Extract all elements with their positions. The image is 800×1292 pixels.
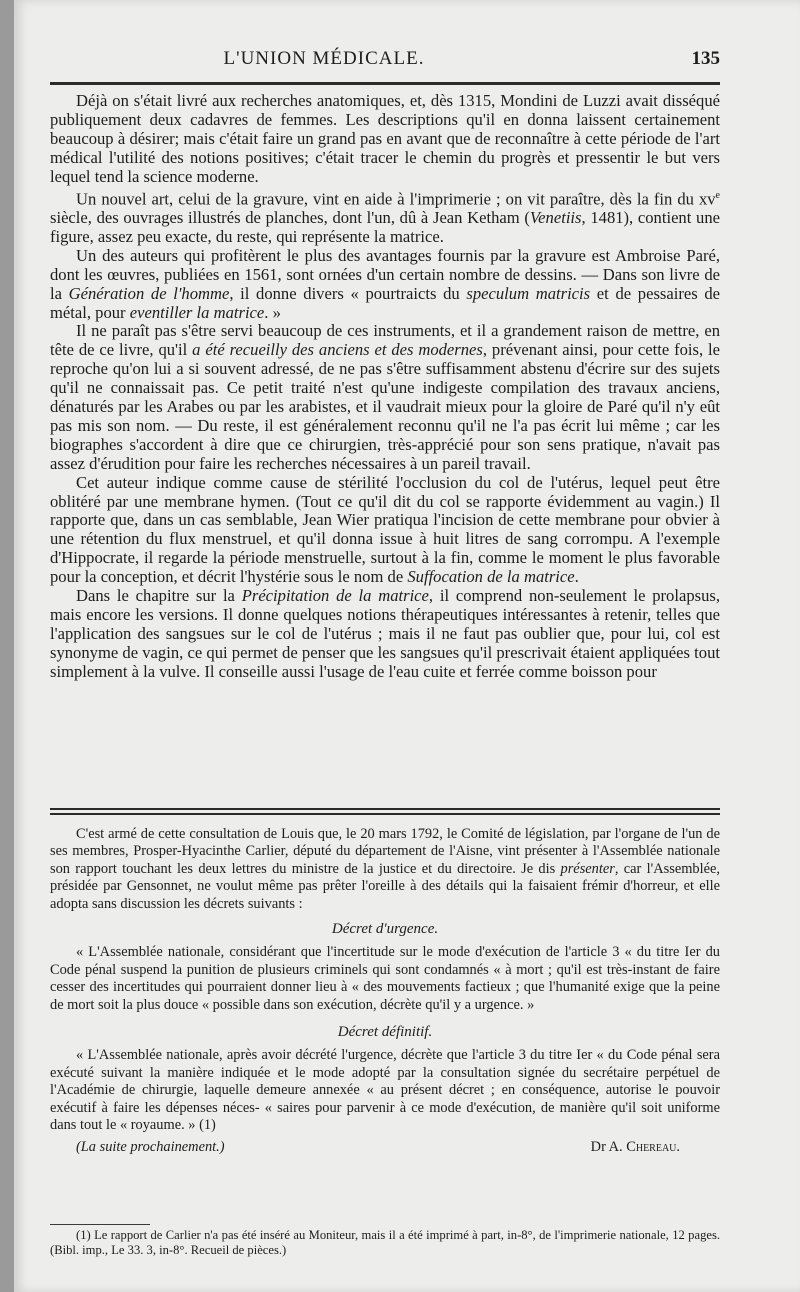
paragraph: Il ne paraît pas s'être servi beaucoup de ces instruments, et il a grandement raison de mettre, en tête de ce livre, qu'il a été recueilly des anciens et des modernes, prévenant ainsi, pour cette fois, le reproche qu'on lui a si souvent adressé, de ne pas s'être suffisamment abstenu d'écrire sur des sujets qu'il ne connaissait pas. Ce petit traité n'est qu'une indigeste compilation des travaux anciens, dénaturés par les Arabes ou par les arabistes, et il vaudrait mieux pour la gloire de Paré qu'il n'y eût pas mis son nom. — Du reste, il est généralement reconnu qu'il ne l'a pas écrit lui même ; car les biographes s'accordent à dire que ce chirurgien, très-apprécié pour son sens pratique, n'avait pas assez d'érudition pour faire les recherches nécessaires à un pareil travail. — [50, 321, 721, 473]
decret-definitif-title: Décret définitif. — [337, 1024, 433, 1041]
decret-urgence-title: Décret d'urgence. — [331, 921, 439, 938]
page — [14, 0, 800, 1292]
paragraph: Dans le chapitre sur la Précipitation de la matrice, il comprend non-seulement le prolapsus, mais encore les versions. Il donne quelques notions thérapeutiques intéressantes à retenir, telles que l'application des sangsues sur le col de l'utérus ; mais il ne faut pas oublier que, pour lui, col est synonyme de vagin, ce qui permet de penser que les sangsues qu'il prescrivait étaient appliquées tout simplement à la vulve. Il conseille aussi l'usage de l'eau cuite et ferrée comme boisson pour — [50, 586, 720, 681]
decret-urgence-text: « L'Assemblée nationale, considérant que l'incertitude sur le mode d'exécution de l'article 3 « du titre Ier du Code pénal suspend la punition de plusieurs criminels qui sont condamnés « à mort ; qu'il est très-instant de faire cesser des incertitudes qui pourraient donner lieu à « des mouvements factieux ; que l'humanité exige que la peine de mort soit la plus douce « possible dans son exécution, décrète qu'il y a urgence. » — [50, 944, 720, 1013]
footnote: (1) Le rapport de Carlier n'a pas été inséré au Moniteur, mais il a été imprimé à part, in-8°, de l'imprimerie nationale, 12 pages. (Bibl. imp., Le 33. 3, in-8°. Recueil de pièces.) — [50, 1228, 720, 1257]
author-signature: Dr A. Chereau. — [590, 1138, 680, 1155]
paragraph: Un nouvel art, celui de la gravure, vint en aide à l'imprimerie ; on vit paraître, dès la fin du $xv^e$ siècle, des ouvrages illustrés de planches, dont l'un, dû à Jean Ketham (Venetiis, 1481), contient une figure, assez peu exacte, du reste, qui représente la matrice. — [50, 189, 720, 246]
continuation-note: (La suite prochainement.) — [76, 1138, 225, 1155]
journal-title: L'UNION MÉDICALE. — [223, 48, 425, 69]
main-article — [50, 92, 720, 682]
paragraph: C'est armé de cette consultation de Louis que, le 20 mars 1792, le Comité de législation, par l'organe de l'un de ses membres, Prosper-Hyacinthe Carlier, député du département de l'Aisne, vint présenter à l'Assemblée nationale son rapport touchant les deux lettres du ministre de la justice et du directoire. Je dis présenter, car l'Assemblée, présidée par Gensonnet, ne voulut même pas prêter l'oreille à des détails qui la faisaient frémir d'horreur, et elle adopta sans discussion les décrets suivants : — [50, 826, 720, 912]
footnote-rule — [50, 1224, 150, 1225]
page-number: 135 — [691, 48, 720, 69]
signature-row — [50, 1139, 720, 1156]
decret-definitif-text: « L'Assemblée nationale, après avoir décrété l'urgence, décrète que l'article 3 du titre Ier « du Code pénal sera exécuté suivant la manière indiquée et le mode adopté par la consultation signée du secrétaire perpétuel de l'Académie de chirurgie, laquelle demeure annexée « au présent décret ; en conséquence, autorise le pouvoir exécutif à faire les dépenses néces- « saires pour parvenir à ce mode d'exécution, de manière qu'il soit uniforme dans tout le « royaume. » (1) — [50, 1047, 720, 1134]
page-header — [14, 48, 800, 74]
paragraph: Cet auteur indique comme cause de stérilité l'occlusion du col de l'utérus, lequel peut être oblitéré par une membrane hymen. (Tout ce qu'il dit du col se rapporte évidemment au vagin.) Il rapporte que, dans un cas semblable, Jean Wier pratiqua l'incision de cette membrane pour obvier à une rétention du flux menstruel, et qu'il donna issue à huit litres de sang corrompu. A l'exemple d'Hippocrate, il regarde la période menstruelle, surtout à la fin, comme le moment le plus favorable pour la conception, et décrit l'hystérie sous le nom de Suffocation de la matrice. — [50, 472, 720, 587]
section-divider — [50, 813, 720, 815]
feuilleton — [50, 826, 720, 1156]
section-divider — [50, 808, 720, 810]
paragraph: Un des auteurs qui profitèrent le plus des avantages fournis par la gravure est Ambroise Paré, dont les œuvres, publiées en 1561, sont ornées d'un certain nombre de dessins. — Dans son livre de la Génération de l'homme, il donne divers « pourtraicts du speculum matricis et de pessaires de métal, pour eventiller la matrice. » — [50, 245, 721, 322]
paragraph: Déjà on s'était livré aux recherches anatomiques, et, dès 1315, Mondini de Luzzi avait disséqué publiquement deux cadavres de femmes. Les descriptions qu'il en donna laissent certainement beaucoup à désirer; mais c'était faire un grand pas en avant que de reconnaître à cette période de l'art médical l'utilité des notions positives; c'était tracer le chemin du progrès et pressentir le but vers lequel tend la science moderne. — [50, 91, 720, 186]
header-rule — [50, 82, 720, 85]
